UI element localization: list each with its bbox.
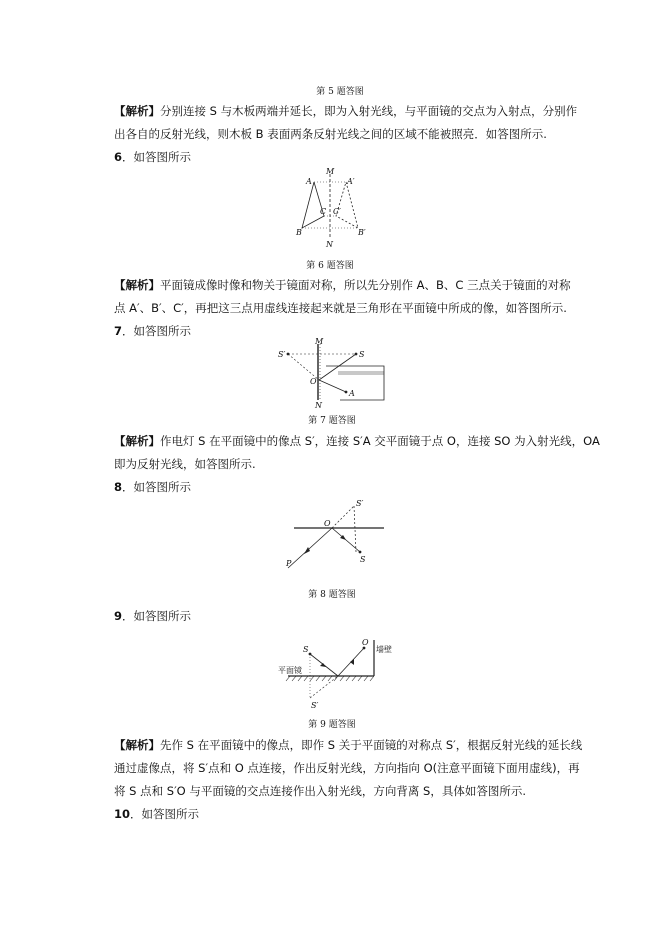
q6-analysis-line2: 点 A′、B′、C′，再把这三点用虚线连接起来就是三角形在平面镜中所成的像，如答图所示. — [114, 301, 567, 315]
q10-heading: 10．如答图所示 — [114, 807, 200, 821]
q5-analysis-line2: 出各自的反射光线，则木板 B 表面两条反射光线之间的区域不能被照亮．如答图所示. — [114, 127, 547, 141]
fig9-label-mirror: 平面镜 — [278, 666, 302, 675]
fig6-caption: 第 6 题答图 — [306, 261, 354, 271]
fig6-label-A-prime: A′ — [347, 177, 355, 186]
fig9-label-S: S — [303, 645, 309, 654]
q9-heading: 9．如答图所示 — [114, 609, 192, 623]
fig9-label-wall: 墙壁 — [376, 645, 392, 654]
fig6-label-B-prime: B′ — [358, 228, 366, 237]
fig9-diagram — [278, 636, 398, 711]
fig6-label-A: A — [306, 177, 312, 186]
q7-analysis-line1: 【解析】作电灯 S 在平面镜中的像点 S′，连接 S′A 交平面镜于点 O，连接 SO 为入射光线，OA — [114, 434, 600, 448]
fig8-label-S: S — [360, 555, 366, 564]
fig5-caption: 第 5 题答图 — [316, 87, 364, 97]
q9-analysis-line3: 将 S 点和 S′O 与平面镜的交点连接作出入射光线，方向背离 S，具体如答图所示. — [114, 784, 526, 798]
fig8-caption: 第 8 题答图 — [308, 590, 356, 600]
fig6-label-C: C — [320, 207, 327, 216]
fig6-label-N: N — [326, 240, 333, 249]
q9-analysis-line1: 【解析】先作 S 在平面镜中的像点，即作 S 关于平面镜的对称点 S′，根据反射光线的延长线 — [114, 738, 583, 752]
fig7-label-M: M — [315, 337, 324, 346]
analysis-tag: 【解析】 — [114, 104, 160, 118]
fig6-label-C-prime: C′ — [333, 207, 341, 216]
fig7-label-O: O — [310, 377, 317, 386]
fig6-label-M: M — [326, 167, 335, 176]
fig6-diagram — [296, 168, 366, 248]
q7-analysis-line2: 即为反射光线，如答图所示. — [114, 457, 256, 471]
fig7-caption: 第 7 题答图 — [308, 416, 356, 426]
fig9-label-O: O — [362, 638, 369, 647]
q7-heading: 7．如答图所示 — [114, 324, 192, 338]
fig9-label-S-prime: S′ — [311, 701, 319, 710]
fig7-label-S: S — [359, 350, 365, 359]
fig8-label-O: O — [324, 519, 331, 528]
fig8-label-P: P — [286, 559, 292, 568]
fig8-diagram — [280, 500, 400, 575]
q8-heading: 8．如答图所示 — [114, 480, 192, 494]
fig7-diagram — [278, 337, 388, 410]
fig8-label-S-prime: S′ — [356, 499, 364, 508]
fig9-caption: 第 9 题答图 — [308, 720, 356, 730]
q6-analysis-line1: 【解析】平面镜成像时像和物关于镜面对称，所以先分别作 A、B、C 三点关于镜面的对称 — [114, 278, 571, 292]
fig7-label-S-prime: S′ — [278, 350, 286, 359]
fig6-label-B: B — [296, 228, 302, 237]
q9-analysis-line2: 通过虚像点，将 S′点和 O 点连接，作出反射光线，方向指向 O(注意平面镜下面用虚线)，再 — [114, 761, 580, 775]
q5-analysis-line1: 【解析】分别连接 S 与木板两端并延长，即为入射光线，与平面镜的交点为入射点，分别作 — [114, 104, 578, 118]
fig7-label-N: N — [315, 401, 322, 410]
fig7-label-A: A — [349, 389, 355, 398]
q6-heading: 6．如答图所示 — [114, 150, 192, 164]
